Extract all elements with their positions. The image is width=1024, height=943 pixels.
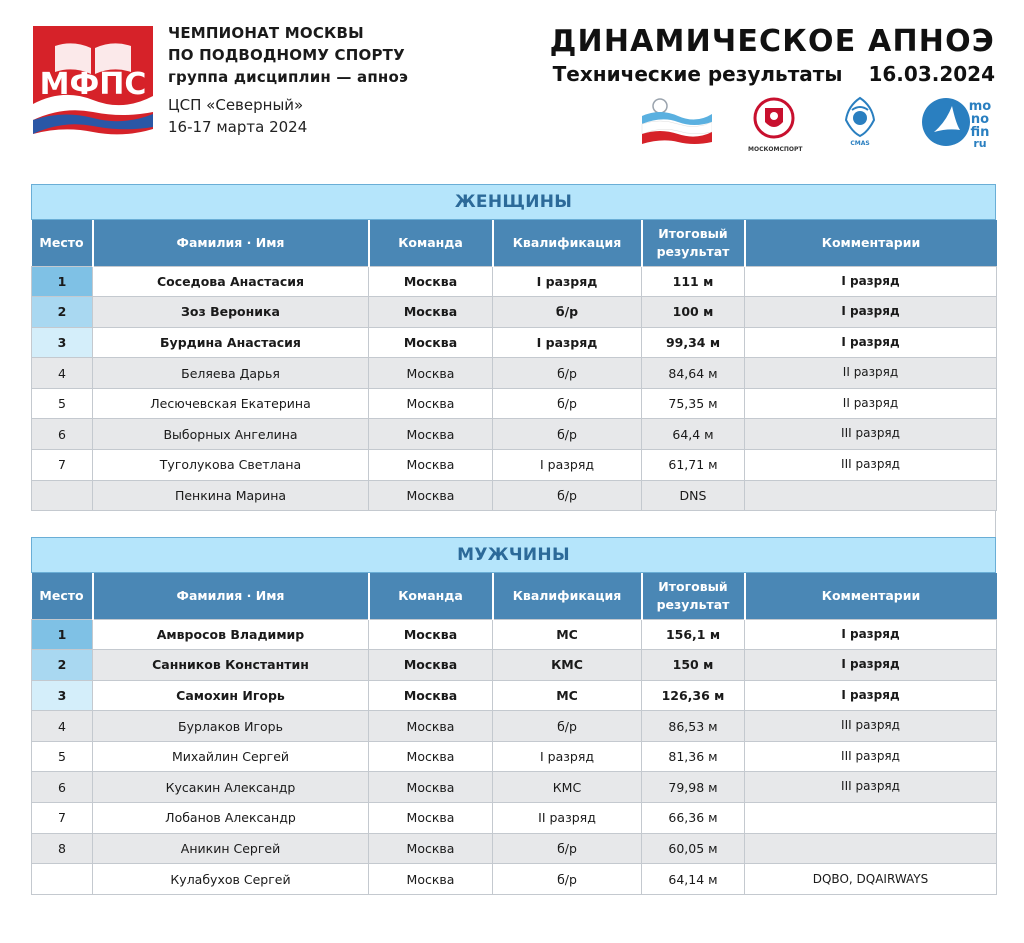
men-title: МУЖЧИНЫ — [31, 537, 996, 573]
table-row — [32, 741, 997, 772]
men-section — [31, 537, 996, 895]
flag-logo — [640, 98, 712, 146]
cell-comment: III разряд — [745, 450, 997, 481]
cell-place: 7 — [32, 450, 93, 481]
cell-place: 3 — [32, 680, 93, 711]
event-line-2: ПО ПОДВОДНОМУ СПОРТУ — [168, 46, 405, 64]
cell-athlete-name: Бурдина Анастасия — [93, 327, 369, 358]
cell-team: Москва — [369, 741, 493, 772]
cell-team: Москва — [369, 772, 493, 803]
cell-athlete-name: Соседова Анастасия — [93, 266, 369, 297]
women-header-row — [32, 220, 997, 266]
cell-comment — [745, 480, 997, 511]
cell-team: Москва — [369, 327, 493, 358]
table-row — [32, 266, 997, 297]
cell-qualification: б/р — [493, 358, 642, 389]
svg-text:МФПС: МФПС — [39, 67, 147, 102]
table-row — [32, 450, 997, 481]
svg-text:mo: mo — [968, 99, 992, 114]
cell-comment: III разряд — [745, 711, 997, 742]
moskomsport-label: МОСКОМСПОРТ — [748, 146, 803, 153]
cell-qualification: б/р — [493, 833, 642, 864]
cell-athlete-name: Михайлин Сергей — [93, 741, 369, 772]
cell-result: DNS — [642, 480, 745, 511]
table-row — [32, 480, 997, 511]
women-table — [31, 220, 997, 511]
event-dates: 16-17 марта 2024 — [168, 118, 308, 136]
col-result: Итоговый результат — [642, 220, 745, 266]
cell-result: 64,4 м — [642, 419, 745, 450]
discipline-heading — [550, 26, 995, 88]
cell-team: Москва — [369, 450, 493, 481]
col-qualification: Квалификация — [493, 220, 642, 266]
cell-athlete-name: Зоз Вероника — [93, 297, 369, 328]
cell-result: 84,64 м — [642, 358, 745, 389]
cell-athlete-name: Кулабухов Сергей — [93, 864, 369, 895]
col-team: Команда — [369, 573, 493, 619]
cell-qualification: б/р — [493, 297, 642, 328]
result-date: 16.03.2024 — [868, 62, 995, 86]
cell-place: 3 — [32, 327, 93, 358]
cell-athlete-name: Лесючевская Екатерина — [93, 388, 369, 419]
cell-qualification: б/р — [493, 864, 642, 895]
cell-team: Москва — [369, 388, 493, 419]
cell-comment: DQBO, DQAIRWAYS — [745, 864, 997, 895]
table-row — [32, 650, 997, 681]
col-name: Фамилия · Имя — [93, 573, 369, 619]
cell-team: Москва — [369, 480, 493, 511]
cell-comment: I разряд — [745, 619, 997, 650]
cell-comment: I разряд — [745, 297, 997, 328]
col-comment: Комментарии — [745, 220, 997, 266]
cell-place: 5 — [32, 388, 93, 419]
cell-place: 7 — [32, 803, 93, 834]
cell-comment: III разряд — [745, 741, 997, 772]
mfps-logo — [33, 26, 153, 143]
cell-result: 156,1 м — [642, 619, 745, 650]
cell-athlete-name: Амвросов Владимир — [93, 619, 369, 650]
table-row — [32, 619, 997, 650]
cell-team: Москва — [369, 833, 493, 864]
cell-place: 1 — [32, 266, 93, 297]
cell-place: 6 — [32, 772, 93, 803]
col-result: Итоговый результат — [642, 573, 745, 619]
cell-place — [32, 480, 93, 511]
cell-place — [32, 864, 93, 895]
venue: ЦСП «Северный» — [168, 96, 304, 114]
cell-place: 5 — [32, 741, 93, 772]
cell-place: 6 — [32, 419, 93, 450]
cell-qualification: I разряд — [493, 266, 642, 297]
cell-result: 60,05 м — [642, 833, 745, 864]
table-row — [32, 297, 997, 328]
divider-line — [995, 511, 996, 537]
cell-team: Москва — [369, 419, 493, 450]
cell-athlete-name: Туголукова Светлана — [93, 450, 369, 481]
cell-qualification: МС — [493, 619, 642, 650]
partner-logos — [640, 96, 1000, 152]
cell-place: 2 — [32, 297, 93, 328]
event-info — [168, 22, 408, 138]
table-row — [32, 327, 997, 358]
cell-athlete-name: Пенкина Марина — [93, 480, 369, 511]
cell-result: 100 м — [642, 297, 745, 328]
table-row — [32, 864, 997, 895]
cell-qualification: б/р — [493, 711, 642, 742]
table-row — [32, 388, 997, 419]
cell-athlete-name: Самохин Игорь — [93, 680, 369, 711]
cell-place: 8 — [32, 833, 93, 864]
men-header-row — [32, 573, 997, 619]
col-qualification: Квалификация — [493, 573, 642, 619]
cell-result: 64,14 м — [642, 864, 745, 895]
women-section — [31, 184, 996, 511]
col-team: Команда — [369, 220, 493, 266]
cell-athlete-name: Аникин Сергей — [93, 833, 369, 864]
cell-team: Москва — [369, 650, 493, 681]
cell-team: Москва — [369, 711, 493, 742]
event-line-3: группа дисциплин — апноэ — [168, 68, 409, 86]
cell-comment: III разряд — [745, 419, 997, 450]
cell-qualification: МС — [493, 680, 642, 711]
col-place: Место — [32, 573, 93, 619]
cell-comment: I разряд — [745, 327, 997, 358]
col-place: Место — [32, 220, 93, 266]
cell-team: Москва — [369, 803, 493, 834]
women-title: ЖЕНЩИНЫ — [31, 184, 996, 220]
col-name: Фамилия · Имя — [93, 220, 369, 266]
col-comment: Комментарии — [745, 573, 997, 619]
cell-qualification: б/р — [493, 388, 642, 419]
discipline-title: ДИНАМИЧЕСКОЕ АПНОЭ — [549, 24, 995, 59]
monofin-logo — [922, 96, 998, 148]
cell-result: 111 м — [642, 266, 745, 297]
table-row — [32, 419, 997, 450]
cell-result: 61,71 м — [642, 450, 745, 481]
cell-team: Москва — [369, 297, 493, 328]
cell-qualification: КМС — [493, 650, 642, 681]
cell-place: 4 — [32, 358, 93, 389]
cell-result: 75,35 м — [642, 388, 745, 419]
cell-team: Москва — [369, 619, 493, 650]
cell-team: Москва — [369, 266, 493, 297]
cell-athlete-name: Выборных Ангелина — [93, 419, 369, 450]
cell-athlete-name: Кусакин Александр — [93, 772, 369, 803]
table-row — [32, 772, 997, 803]
cell-result: 86,53 м — [642, 711, 745, 742]
table-row — [32, 711, 997, 742]
table-row — [32, 803, 997, 834]
cell-athlete-name: Беляева Дарья — [93, 358, 369, 389]
cell-comment: I разряд — [745, 650, 997, 681]
cell-place: 2 — [32, 650, 93, 681]
cell-place: 4 — [32, 711, 93, 742]
cell-comment — [745, 803, 997, 834]
table-row — [32, 358, 997, 389]
cell-comment: I разряд — [745, 680, 997, 711]
cell-athlete-name: Санников Константин — [93, 650, 369, 681]
cell-result: 126,36 м — [642, 680, 745, 711]
cell-athlete-name: Лобанов Александр — [93, 803, 369, 834]
cell-team: Москва — [369, 358, 493, 389]
cell-team: Москва — [369, 864, 493, 895]
svg-text:ru: ru — [973, 137, 987, 148]
cell-team: Москва — [369, 680, 493, 711]
svg-text:fin: fin — [970, 125, 990, 140]
cell-qualification: I разряд — [493, 450, 642, 481]
cell-result: 81,36 м — [642, 741, 745, 772]
subtitle: Технические результаты — [552, 62, 843, 86]
cell-qualification: КМС — [493, 772, 642, 803]
cell-qualification: II разряд — [493, 803, 642, 834]
men-table — [31, 573, 997, 895]
cell-comment: I разряд — [745, 266, 997, 297]
table-row — [32, 680, 997, 711]
cell-result: 99,34 м — [642, 327, 745, 358]
cell-qualification: I разряд — [493, 327, 642, 358]
moskomsport-logo — [748, 96, 802, 153]
cell-comment: II разряд — [745, 358, 997, 389]
cell-result: 150 м — [642, 650, 745, 681]
cell-place: 1 — [32, 619, 93, 650]
cell-qualification: б/р — [493, 480, 642, 511]
cmas-label: CMAS — [850, 140, 870, 147]
cell-comment — [745, 833, 997, 864]
cell-result: 79,98 м — [642, 772, 745, 803]
table-row — [32, 833, 997, 864]
cell-qualification: б/р — [493, 419, 642, 450]
cmas-logo — [842, 96, 878, 147]
cell-qualification: I разряд — [493, 741, 642, 772]
cell-comment: III разряд — [745, 772, 997, 803]
cell-athlete-name: Бурлаков Игорь — [93, 711, 369, 742]
svg-text:no: no — [970, 112, 990, 127]
cell-result: 66,36 м — [642, 803, 745, 834]
cell-comment: II разряд — [745, 388, 997, 419]
event-line-1: ЧЕМПИОНАТ МОСКВЫ — [168, 24, 364, 42]
